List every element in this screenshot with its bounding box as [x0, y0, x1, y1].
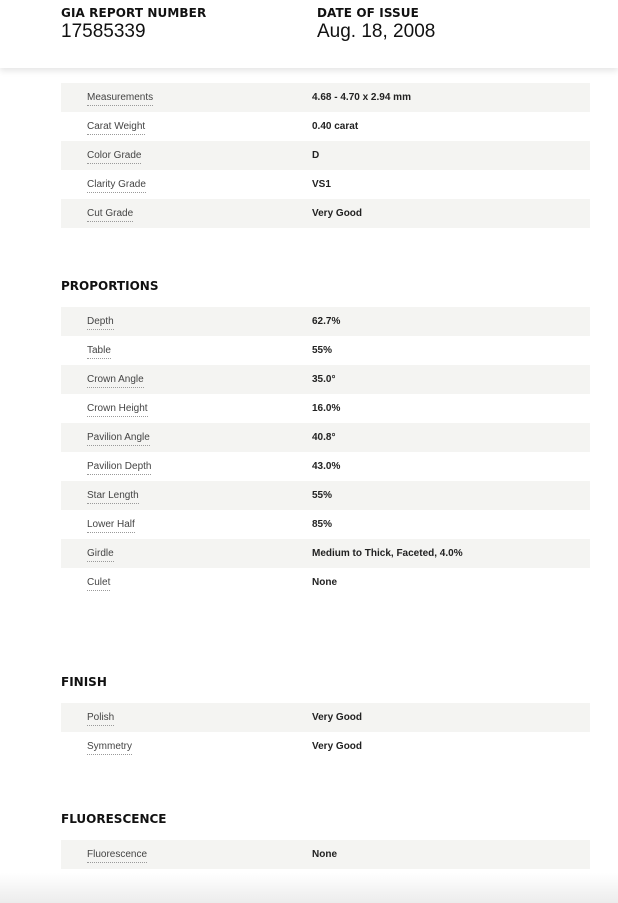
cut-grade-label[interactable]: Cut Grade [87, 208, 133, 222]
table-row [61, 568, 590, 597]
fluorescence-label[interactable]: Fluorescence [87, 849, 147, 863]
crown-height-label[interactable]: Crown Height [87, 403, 148, 417]
color-grade-label[interactable]: Color Grade [87, 150, 141, 164]
table-row [61, 423, 590, 452]
pavilion-depth-value: 43.0% [312, 461, 341, 472]
proportions-title: PROPORTIONS [61, 279, 159, 293]
table-row [61, 510, 590, 539]
lower-half-value: 85% [312, 519, 333, 530]
table-label[interactable]: Table [87, 345, 111, 359]
clarity-grade-label[interactable]: Clarity Grade [87, 179, 146, 193]
table-row [61, 170, 590, 199]
report-number-block [61, 6, 206, 43]
date-of-issue-label: DATE OF ISSUE [317, 6, 419, 20]
bottom-fade [0, 873, 618, 903]
crown-angle-label[interactable]: Crown Angle [87, 374, 144, 388]
star-length-label[interactable]: Star Length [87, 490, 139, 504]
table-row [61, 703, 590, 732]
crown-height-value: 16.0% [312, 403, 341, 414]
depth-value: 62.7% [312, 316, 341, 327]
table-row [61, 732, 590, 761]
girdle-value: Medium to Thick, Faceted, 4.0% [312, 548, 463, 559]
symmetry-value: Very Good [312, 741, 363, 752]
fluorescence-value: None [312, 849, 337, 860]
date-of-issue-value: Aug. 18, 2008 [317, 21, 436, 42]
carat-weight-value: 0.40 carat [312, 121, 359, 132]
table-row [61, 307, 590, 336]
table-row [61, 141, 590, 170]
table-row [61, 83, 590, 112]
table-value: 55% [312, 345, 333, 356]
symmetry-label[interactable]: Symmetry [87, 741, 132, 755]
table-row [61, 840, 590, 869]
report-header [0, 0, 618, 68]
measurements-label[interactable]: Measurements [87, 92, 153, 106]
fluorescence-title: FLUORESCENCE [61, 812, 167, 826]
finish-table [61, 703, 590, 761]
star-length-value: 55% [312, 490, 333, 501]
table-row [61, 394, 590, 423]
carat-weight-label[interactable]: Carat Weight [87, 121, 145, 135]
table-row [61, 112, 590, 141]
lower-half-label[interactable]: Lower Half [87, 519, 135, 533]
table-row [61, 365, 590, 394]
report-number-label: GIA REPORT NUMBER [61, 6, 207, 20]
measurements-value: 4.68 - 4.70 x 2.94 mm [312, 92, 411, 103]
table-row [61, 336, 590, 365]
polish-value: Very Good [312, 712, 363, 723]
table-row [61, 539, 590, 568]
color-grade-value: D [312, 150, 320, 161]
clarity-grade-value: VS1 [312, 179, 331, 190]
culet-value: None [312, 577, 337, 588]
fluorescence-table [61, 840, 590, 869]
pavilion-angle-label[interactable]: Pavilion Angle [87, 432, 150, 446]
table-row [61, 199, 590, 228]
girdle-label[interactable]: Girdle [87, 548, 114, 562]
depth-label[interactable]: Depth [87, 316, 114, 330]
report-number-value: 17585339 [61, 21, 146, 42]
date-of-issue-block [317, 6, 435, 43]
pavilion-angle-value: 40.8° [312, 432, 336, 443]
cut-grade-value: Very Good [312, 208, 363, 219]
culet-label[interactable]: Culet [87, 577, 110, 591]
proportions-table [61, 307, 590, 597]
grading-table [61, 83, 590, 228]
pavilion-depth-label[interactable]: Pavilion Depth [87, 461, 151, 475]
crown-angle-value: 35.0° [312, 374, 336, 385]
table-row [61, 452, 590, 481]
polish-label[interactable]: Polish [87, 712, 114, 726]
finish-title: FINISH [61, 675, 107, 689]
table-row [61, 481, 590, 510]
